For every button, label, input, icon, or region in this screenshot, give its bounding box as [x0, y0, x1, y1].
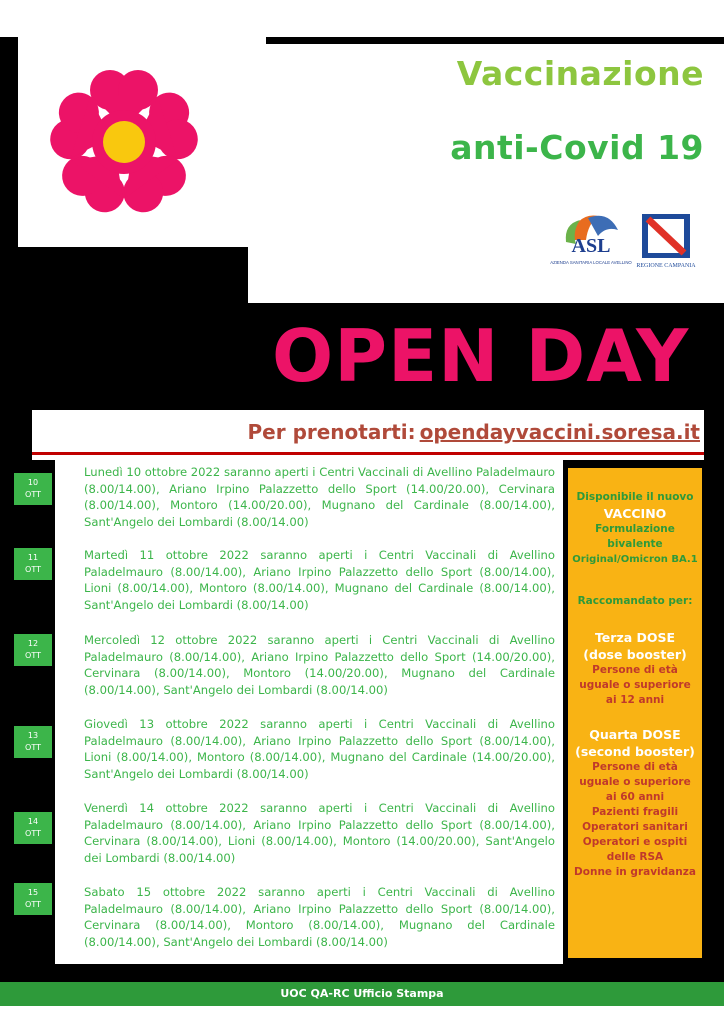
date-day: 10	[27, 478, 39, 487]
third-dose-booster: (dose booster)	[583, 647, 687, 662]
date-month: OTT	[25, 651, 41, 660]
booking-line	[248, 420, 700, 444]
schedule-entry: Lunedì 10 ottobre 2022 saranno aperti i Centri Vaccinali di Avellino Paladelmauro (8.00/14.00), Ariano Irpino Palazzetto dello Sport (14.00/20.00), Cervinara (8.00/14.00), Montoro (14.00/20.00), Mugnano del Cardinale (8.00/14.00), Sant'Angelo dei Lombardi (8.00/14.00)	[84, 465, 555, 530]
third-dose-line-1: Persone di età	[592, 664, 678, 676]
date-badge	[14, 634, 52, 666]
vaccine-info-panel	[568, 468, 702, 958]
third-dose-line-2: uguale o superiore	[579, 679, 691, 691]
group-rsa-line-1: Operatori e ospiti	[582, 836, 688, 848]
schedule-entry: Mercoledì 12 ottobre 2022 saranno aperti i Centri Vaccinali di Avellino Paladelmauro (8.00/14.00), Ariano Irpino Palazzetto dello Sport (14.00/20.00), Cervinara (8.00/14.00), Montoro (14.00/20.00), Mugnano del Cardinale (8.00/14.00), Sant'Angelo dei Lombardi (8.00/14.00)	[84, 633, 555, 698]
booking-label: Per prenotarti:	[247, 420, 416, 444]
date-badge	[14, 473, 52, 505]
flower-icon	[26, 44, 226, 239]
open-day-headline: OPEN DAY	[272, 314, 690, 398]
group-rsa-line-2: delle RSA	[606, 851, 664, 863]
region-logo-text: REGIONE CAMPANIA	[636, 263, 696, 269]
bivalent-label: bivalente	[607, 538, 663, 550]
date-day: 11	[27, 553, 39, 562]
footer: UOC QA-RC Ufficio Stampa	[0, 982, 724, 1006]
recommended-label: Raccomandato per:	[577, 595, 693, 607]
asl-logo-subtext: AZIENDA SANITARIA LOCALE AVELLINO	[550, 260, 632, 265]
date-day: 14	[27, 817, 39, 826]
third-dose-title: Terza DOSE	[594, 630, 676, 645]
schedule-entry: Sabato 15 ottobre 2022 saranno aperti i Centri Vaccinali di Avellino Paladelmauro (8.00/14.00), Ariano Irpino Palazzetto dello Sport (8.00/14.00), Cervinara (8.00/14.00), Montoro (8.00/14.00), Mugnano del Cardinale (8.00/14.00), Sant'Angelo dei Lombardi (8.00/14.00)	[84, 885, 555, 950]
red-divider	[32, 452, 704, 455]
fourth-dose-line-2: uguale o superiore	[579, 776, 691, 788]
date-badge	[14, 812, 52, 844]
region-logo	[638, 212, 694, 270]
date-badge	[14, 883, 52, 915]
date-month: OTT	[25, 565, 41, 574]
group-health-workers: Operatori sanitari	[582, 821, 688, 833]
fourth-dose-line-1: Persone di età	[592, 761, 678, 773]
black-top-strip	[248, 37, 724, 44]
date-month: OTT	[25, 829, 41, 838]
group-fragile: Pazienti fragili	[591, 806, 679, 818]
date-month: OTT	[25, 900, 41, 909]
asl-logo-text: ASL	[571, 235, 611, 257]
title-line-1: Vaccinazione	[456, 54, 704, 93]
formulation-label: Formulazione	[595, 523, 675, 535]
title-line-2: anti-Covid 19	[450, 128, 704, 167]
fourth-dose-booster: (second booster)	[575, 744, 695, 759]
date-day: 13	[27, 731, 39, 740]
date-badge	[14, 548, 52, 580]
fourth-dose-title: Quarta DOSE	[589, 727, 681, 742]
vaccine-label: VACCINO	[603, 506, 667, 521]
available-label: Disponibile il nuovo	[576, 491, 694, 503]
date-day: 12	[27, 639, 39, 648]
date-badge	[14, 726, 52, 758]
variant-label: Original/Omicron BA.1	[572, 554, 698, 565]
booking-link[interactable]: opendayvaccini.soresa.it	[419, 420, 700, 444]
fourth-dose-line-3: ai 60 anni	[605, 791, 665, 803]
date-month: OTT	[25, 743, 41, 752]
schedule-entry: Giovedì 13 ottobre 2022 saranno aperti i Centri Vaccinali di Avellino Paladelmauro (8.00/14.00), Ariano Irpino Palazzetto dello Sport (8.00/14.00), Lioni (8.00/14.00), Montoro (8.00/14.00), Mugnano del Cardinale (14.00/20.00), Sant'Angelo dei Lombardi (8.00/14.00)	[84, 717, 555, 782]
third-dose-line-3: ai 12 anni	[605, 694, 665, 706]
group-pregnant: Donne in gravidanza	[574, 866, 696, 878]
date-month: OTT	[25, 490, 41, 499]
schedule-entry: Martedì 11 ottobre 2022 saranno aperti i Centri Vaccinali di Avellino Paladelmauro (8.00/14.00), Ariano Irpino Palazzetto dello Sport (8.00/14.00), Lioni (8.00/14.00), Montoro (8.00/14.00), Mugnano del Cardinale (8.00/14.00), Sant'Angelo dei Lombardi (8.00/14.00)	[84, 548, 555, 613]
schedule-entry: Venerdì 14 ottobre 2022 saranno aperti i Centri Vaccinali di Avellino Paladelmauro (8.00/14.00), Ariano Irpino Palazzetto dello Sport (8.00/14.00), Cervinara (8.00/14.00), Lioni (8.00/14.00), Montoro (14.00/20.00), Sant'Angelo dei Lombardi (8.00/14.00)	[84, 801, 555, 866]
date-day: 15	[27, 888, 39, 897]
asl-logo	[550, 210, 632, 268]
